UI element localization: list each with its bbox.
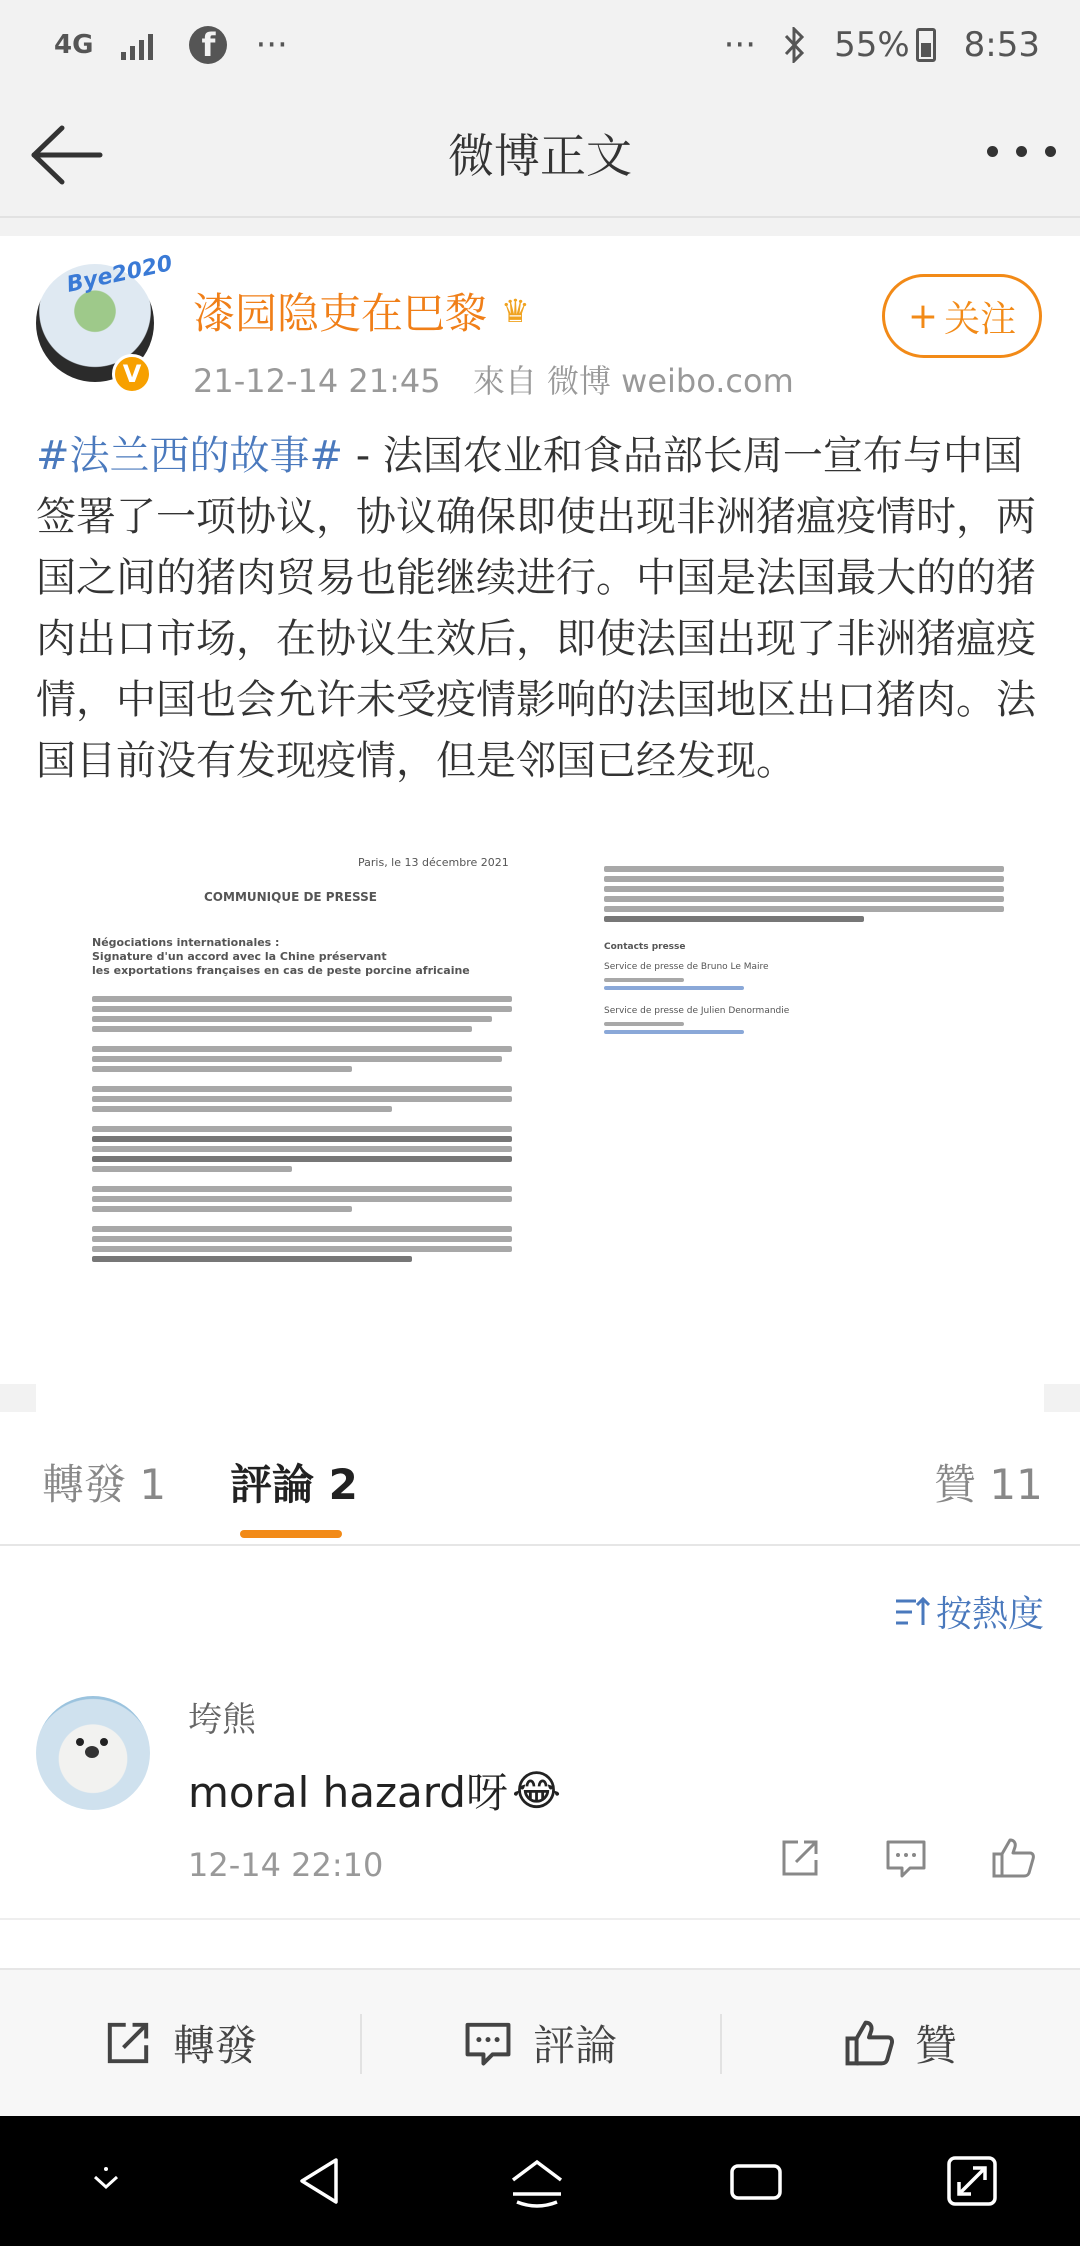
post-body [36, 426, 1044, 792]
sort-label: 按熱度 [935, 1594, 1044, 1635]
expand-icon[interactable] [945, 2154, 999, 2208]
doc-link-line [604, 986, 744, 990]
hashtag-link[interactable]: #法兰西的故事# [36, 433, 344, 479]
like-button[interactable] [720, 1970, 1080, 2116]
crown-icon: ♛ [501, 292, 530, 330]
back-icon[interactable] [292, 2154, 346, 2208]
post-date: 21-12-14 21:45 [193, 362, 441, 400]
weibo-post [0, 236, 1080, 1384]
like-icon[interactable] [990, 1836, 1036, 1880]
doc-line [92, 1096, 512, 1102]
facebook-icon: f [189, 26, 227, 64]
repost-button[interactable] [0, 1970, 360, 2116]
comment-icon[interactable] [884, 1836, 928, 1880]
doc-line [92, 1166, 292, 1172]
doc-line [604, 978, 684, 982]
status-bar [0, 0, 1080, 90]
commenter-name[interactable]: 垮熊 [188, 1700, 256, 1740]
doc-subtitle-2: Signature d'un accord avec la Chine préservant [92, 950, 387, 963]
doc-line [92, 996, 512, 1002]
clock: 8:53 [963, 25, 1040, 65]
doc-line [604, 886, 1004, 892]
comment-button[interactable] [360, 1970, 720, 2116]
active-tab-indicator [240, 1530, 342, 1538]
doc-line [92, 1006, 512, 1012]
doc-line [604, 896, 1004, 902]
doc-line [92, 1156, 512, 1162]
status-right [724, 25, 1040, 65]
doc-line [604, 906, 1004, 912]
tab-likes[interactable]: 贊 11 [934, 1460, 1043, 1509]
doc-line [92, 1066, 352, 1072]
tab-reposts[interactable]: 轉發 1 [42, 1460, 167, 1509]
repost-icon [103, 2018, 153, 2068]
doc-line [92, 1256, 412, 1262]
doc-line [604, 866, 1004, 872]
doc-line [92, 1136, 512, 1142]
author-name[interactable]: 漆园隐吏在巴黎 [193, 289, 488, 338]
post-body-text: - 法国农业和食品部长周一宣布与中国签署了一项协议，协议确保即使出现非洲猪瘟疫情时，两国之间的猪肉贸易也能继续进行。中国是法国最大的的猪肉出口市场，在协议生效后，即使法国出现了非洲猪瘟疫情，中国也会允许未受疫情影响的法国地区出口猪肉。法国目前没有发现疫情，但是邻国已经发现。 [36, 433, 1036, 784]
notification-dots: ··· [255, 25, 288, 65]
comment-actions [778, 1836, 1036, 1880]
doc-link-line [604, 1030, 744, 1034]
doc-line [92, 1026, 472, 1032]
post-source: 來自 微博 weibo.com [472, 362, 794, 400]
top-nav-bar [0, 90, 1080, 218]
post-meta [193, 356, 816, 402]
tab-comments[interactable]: 評論 2 [230, 1460, 358, 1509]
seal-face-icon [72, 1736, 112, 1760]
system-nav-bar [0, 2116, 1080, 2246]
doc-line [92, 1246, 512, 1252]
more-status-dots: ··· [723, 25, 757, 65]
chevron-down-icon[interactable] [81, 2161, 131, 2201]
avatar-tag: Bye2020 [64, 251, 175, 298]
like-icon [843, 2018, 895, 2068]
doc-date: Paris, le 13 décembre 2021 [358, 856, 509, 869]
doc-line [92, 1186, 512, 1192]
comment-list [0, 1546, 1080, 1918]
post-tabs [0, 1412, 1080, 1546]
doc-heading: COMMUNIQUE DE PRESSE [204, 890, 377, 904]
plus-icon: + [907, 295, 939, 337]
signal-icon [121, 30, 161, 60]
list-divider [0, 1918, 1080, 1968]
laughing-emoji-icon: 😂 [511, 1765, 562, 1815]
recent-apps-icon[interactable] [728, 2156, 784, 2206]
bluetooth-icon [784, 27, 806, 63]
more-options-icon[interactable] [987, 146, 1056, 157]
repost-icon[interactable] [778, 1836, 822, 1880]
doc-line [92, 1126, 512, 1132]
doc-line [92, 1236, 512, 1242]
doc-subtitle-3: les exportations françaises en cas de peste porcine africaine [92, 964, 470, 977]
comment-text-row [188, 1760, 561, 1820]
bottom-action-bar [0, 1968, 1080, 2116]
doc-line [92, 1196, 512, 1202]
battery-group [834, 25, 936, 65]
doc-line [92, 1056, 502, 1062]
doc-line [92, 1146, 512, 1152]
back-arrow-icon[interactable] [26, 120, 106, 190]
doc-subtitle-1: Négociations internationales : [92, 936, 280, 949]
comment-text: moral hazard呀 [188, 1768, 508, 1817]
status-left [54, 25, 288, 65]
doc-line [92, 1226, 512, 1232]
author-name-row[interactable] [193, 281, 530, 341]
doc-line [92, 1086, 512, 1092]
repost-label: 轉發 [172, 2021, 257, 2070]
verified-badge-icon: V [112, 354, 152, 394]
page-title: 微博正文 [448, 129, 632, 183]
doc-line [604, 1022, 684, 1026]
doc-line [604, 916, 864, 922]
comment-label: 評論 [532, 2021, 617, 2070]
sort-by-hot-button[interactable] [894, 1586, 1044, 1637]
home-icon[interactable] [507, 2154, 567, 2208]
doc-line [92, 1046, 512, 1052]
doc-contact-1: Service de presse de Bruno Le Maire [604, 962, 769, 972]
doc-line [92, 1106, 392, 1112]
doc-contacts-label: Contacts presse [604, 942, 686, 952]
battery-percent: 55% [834, 25, 910, 65]
comment-icon [463, 2018, 513, 2068]
comment-time: 12-14 22:10 [188, 1846, 384, 1884]
battery-icon [916, 28, 936, 62]
doc-line [92, 1206, 352, 1212]
doc-contact-2: Service de presse de Julien Denormandie [604, 1006, 790, 1016]
follow-label: 关注 [944, 298, 1017, 340]
doc-line [92, 1016, 492, 1022]
like-label: 贊 [914, 2021, 957, 2070]
doc-line [604, 876, 1004, 882]
follow-button[interactable] [882, 274, 1042, 358]
network-indicator: 4G [54, 30, 94, 60]
sort-icon [894, 1595, 930, 1629]
